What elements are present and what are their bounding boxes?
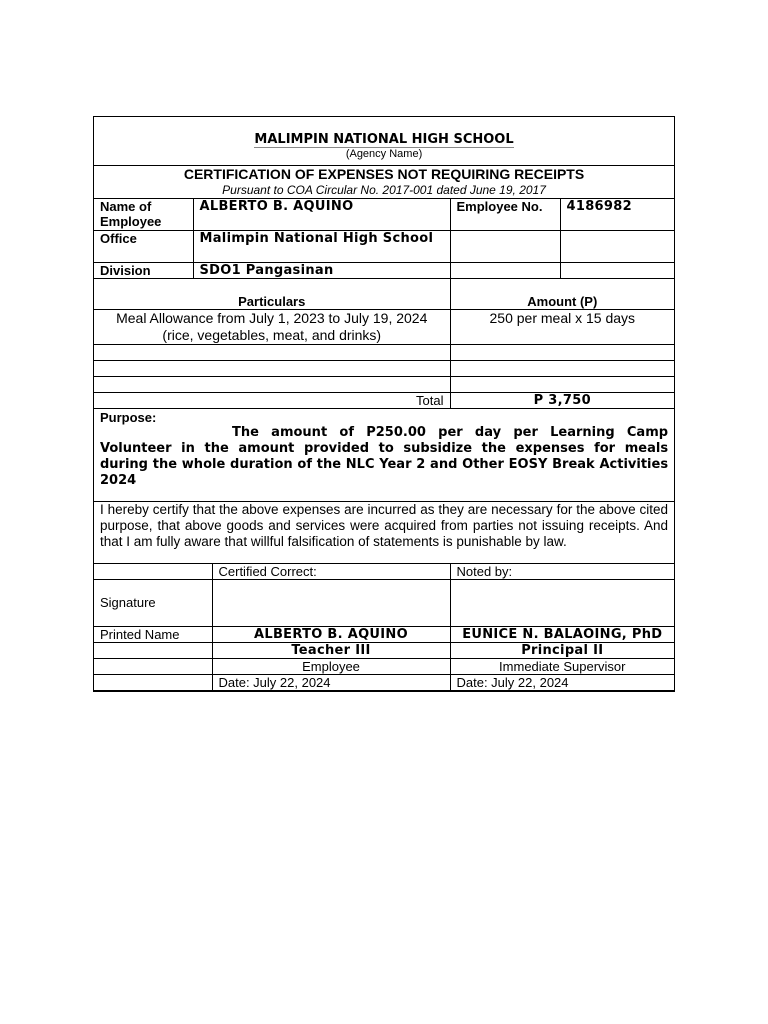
division-label: Division — [94, 262, 193, 278]
purpose-cell — [94, 408, 674, 501]
pursuant-note: Pursuant to COA Circular No. 2017-001 dated June 19, 2017 — [222, 182, 546, 197]
employee-name: ALBERTO B. AQUINO — [193, 198, 450, 230]
empty-row-cell — [94, 376, 450, 392]
form-table — [94, 117, 674, 691]
purpose-label: Purpose: — [100, 409, 157, 425]
total-value: P 3,750 — [450, 392, 674, 408]
empty-row-cell — [450, 376, 674, 392]
purpose-text: The amount of P250.00 per day per Learning Camp Volunteer in the amount provided to subsidize the expenses for meals during the whole duration of the NLC Year 2 and Other EOSY Break Activities 2024 — [100, 424, 669, 488]
supervisor-position: Principal II — [450, 642, 674, 658]
office-value: Malimpin National High School — [193, 230, 450, 262]
empty-row-cell — [450, 360, 674, 376]
empty-row-cell — [94, 360, 450, 376]
header-cell — [94, 117, 674, 165]
division-value: SDO1 Pangasinan — [193, 262, 450, 278]
employee-role: Employee — [212, 658, 450, 674]
empty-row-cell — [450, 344, 674, 360]
school-name: MALIMPIN NATIONAL HIGH SCHOOL — [254, 132, 514, 147]
employee-printed-name: ALBERTO B. AQUINO — [212, 626, 450, 642]
empty-cell — [94, 658, 212, 674]
office-label: Office — [94, 230, 193, 262]
supervisor-date: Date: July 22, 2024 — [450, 674, 674, 690]
supervisor-role: Immediate Supervisor — [450, 658, 674, 674]
certification-form — [93, 116, 675, 692]
form-title: CERTIFICATION OF EXPENSES NOT REQUIRING RECEIPTS — [183, 165, 585, 182]
empty-cell — [94, 674, 212, 690]
empty-cell — [450, 230, 560, 262]
certified-correct-label: Certified Correct: — [212, 563, 450, 579]
employee-no: 4186982 — [560, 198, 674, 230]
total-label: Total — [94, 392, 450, 408]
employee-date: Date: July 22, 2024 — [212, 674, 450, 690]
empty-cell — [94, 642, 212, 658]
title-cell — [94, 165, 674, 198]
supervisor-signature-box — [450, 579, 674, 626]
amount-header: Amount (P) — [450, 278, 674, 309]
empty-row-cell — [94, 344, 450, 360]
employee-signature-box — [212, 579, 450, 626]
name-label: Name of Employee — [94, 198, 193, 230]
employee-no-label: Employee No. — [450, 198, 560, 230]
noted-by-label: Noted by: — [450, 563, 674, 579]
printed-name-label: Printed Name — [94, 626, 212, 642]
empty-cell — [450, 262, 560, 278]
empty-cell — [560, 230, 674, 262]
signature-label: Signature — [94, 579, 212, 626]
employee-position: Teacher III — [212, 642, 450, 658]
supervisor-printed-name: EUNICE N. BALAOING, PhD — [450, 626, 674, 642]
particulars-item-description: Meal Allowance from July 1, 2023 to July 19, 2024 (rice, vegetables, meat, and drinks) — [94, 309, 450, 344]
certification-text: I hereby certify that the above expenses are incurred as they are necessary for the above cited purpose, that above goods and services were acquired from parties not issuing receipts. And that I am fully aware that willful falsification of statements is punishable by law. — [94, 501, 674, 563]
empty-cell — [94, 563, 212, 579]
particulars-header: Particulars — [94, 278, 450, 309]
agency-label: (Agency Name) — [345, 148, 423, 160]
particulars-item-amount: 250 per meal x 15 days — [450, 309, 674, 344]
empty-cell — [560, 262, 674, 278]
